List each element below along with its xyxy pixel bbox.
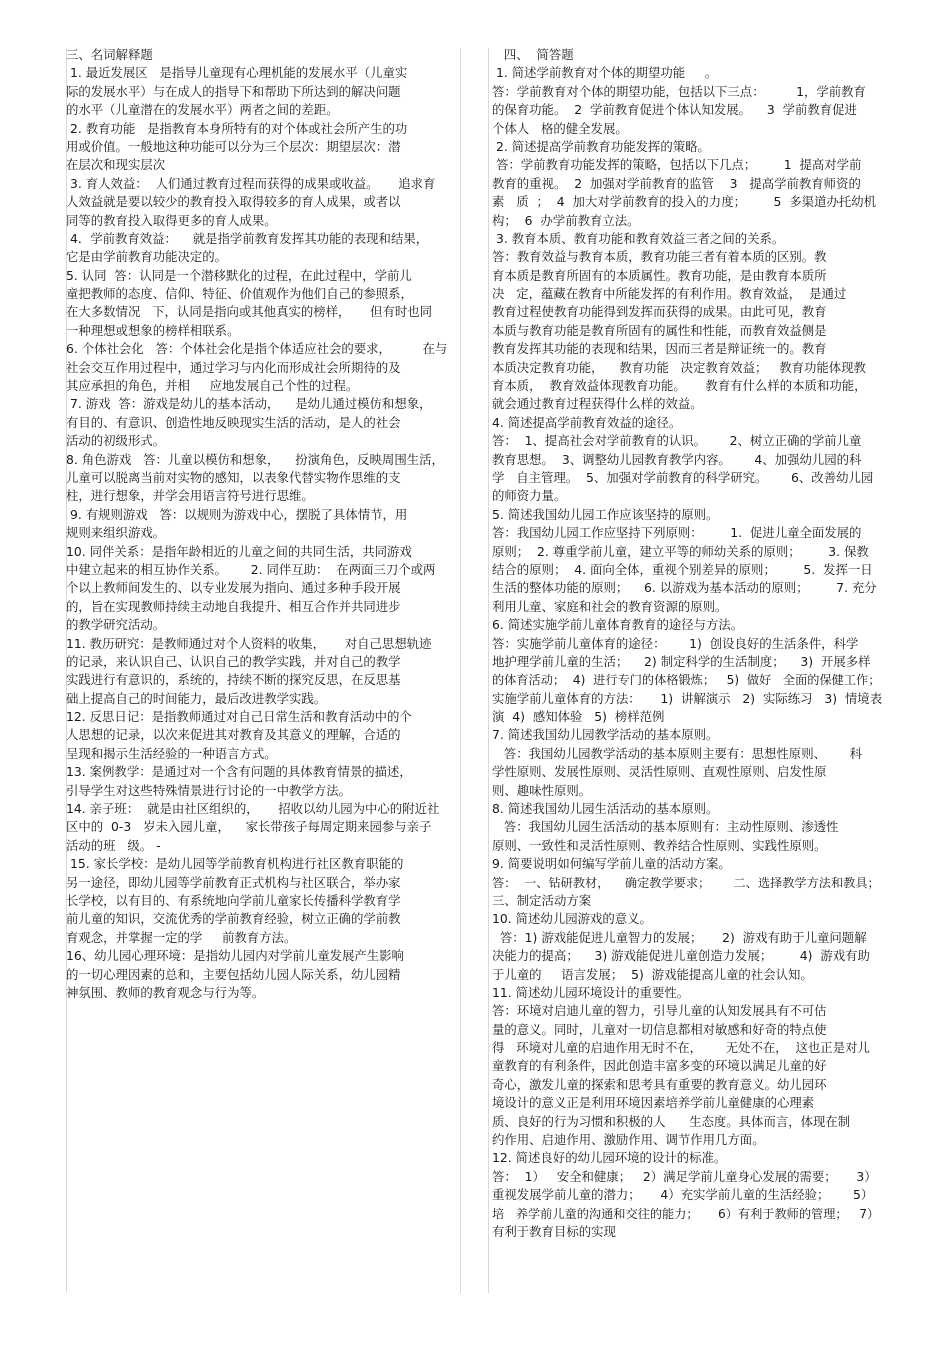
text-line: 得 环境对儿童的启迪作用无时不在， 无处不在， 这也正是对儿	[492, 1040, 870, 1056]
text-line: 教育思想。 3、调整幼儿园教育教学内容。 4、加强幼儿园的科	[492, 451, 862, 467]
text-line: 4. 简述提高学前教育效益的途径。	[492, 414, 682, 430]
text-line: 在层次和现实层次	[66, 157, 166, 173]
text-line: 呈现和揭示生活经验的一种语言方式。	[66, 745, 277, 761]
text-line: 原则； 2. 尊重学前儿童，建立平等的师幼关系的原则； 3. 保教	[492, 543, 869, 559]
left-column-noun-explanations	[66, 46, 458, 1002]
text-line: 就会通过教育过程获得什么样的效益。	[492, 396, 703, 412]
right-column-short-answers	[492, 46, 884, 1241]
text-line: 13. 案例教学：是通过对一个含有问题的具体教育情景的描述，	[66, 764, 412, 780]
text-line: 人思想的记录，以次来促进其对教育及其意义的理解，合适的	[66, 727, 401, 743]
text-line: 础上提高自己的时间能力，最后改进教学实践。	[66, 690, 327, 706]
text-line: 同等的教育投入取得更多的育人成果。	[66, 212, 277, 228]
text-line: 社会交互作用过程中，通过学习与内化而形成社会所期待的及	[66, 359, 401, 375]
text-line: 3. 教育本质、教育功能和教育效益三者之间的关系。	[492, 230, 785, 246]
text-line: 引导学生对这些特殊情景进行讨论的一中教学方法。	[66, 782, 351, 798]
text-line: 另一途径，即幼儿园等学前教育正式机构与社区联合，举办家	[66, 874, 401, 890]
text-line: 答：学前教育功能发挥的策略，包括以下几点； 1 提高对学前	[492, 157, 862, 173]
text-line: 14. 亲子班： 就是由社区组织的， 招收以幼儿园为中心的附近社	[66, 801, 440, 817]
text-line: 活动的班 级。 -	[66, 837, 161, 853]
text-line: 原则、一致性和灵活性原则、教养结合性原则、实践性原则。	[492, 837, 827, 853]
text-line: 答：我国幼儿园工作应坚持下列原则： 1. 促进儿童全面发展的	[492, 525, 862, 541]
text-line: 7. 简述我国幼儿园教学活动的基本原则。	[492, 727, 719, 743]
column-rule-middle	[460, 48, 461, 1293]
text-line: 的师资力量。	[492, 488, 567, 504]
text-line: 的记录，来认识自己、认识自己的教学实践，并对自己的教学	[66, 653, 401, 669]
text-line: 答：教育效益与教育本质，教育功能三者有着本质的区别。教	[492, 249, 827, 265]
text-line: 教育过程使教育功能得到发挥而获得的成果。由此可见，教育	[492, 304, 827, 320]
text-line: 量的意义。同时，儿童对一切信息都相对敏感和好奇的特点使	[492, 1021, 827, 1037]
text-line: 前儿童的知识，交流优秀的学前教育经验，树立正确的学前教	[66, 911, 401, 927]
text-line: 3. 育人效益： 人们通过教育过程而获得的成果或收益。 追求育	[66, 175, 436, 191]
text-line: 答：我国幼儿园生活活动的基本原则有：主动性原则、渗透性	[492, 819, 839, 835]
text-line: 本质决定教育功能， 教育功能 决定教育效益； 教育功能体现教	[492, 359, 866, 375]
text-line: 其应承担的角色，并相 应地发展自己个性的过程。	[66, 378, 359, 394]
text-line: 学 自主管理。 5、加强对学前教育的科学研究。 6、改善幼儿园	[492, 469, 874, 485]
text-line: 三、制定活动方案	[492, 892, 592, 908]
text-line: 4．学前教育效益： 就是指学前教育发挥其功能的表现和结果，	[66, 230, 429, 246]
text-line: 学性原则、发展性原则、灵活性原则、直观性原则、启发性原	[492, 764, 827, 780]
text-line: 11. 教历研究：是教师通过对个人资料的收集， 对自己思想轨迹	[66, 635, 432, 651]
text-line: 答： 一、钻研教材， 确定教学要求； 二、选择教学方法和教具；	[492, 875, 880, 890]
text-line: 5. 认同 答：认同是一个潜移默化的过程，在此过程中，学前儿	[66, 267, 412, 283]
text-line: 奇心，激发儿童的探索和思考具有重要的教育意义。幼儿园环	[492, 1076, 827, 1092]
text-line: 有目的、有意识、创造性地反映现实生活的活动，是人的社会	[66, 414, 401, 430]
text-line: 答：环境对启迪儿童的智力，引导儿童的认知发展具有不可估	[492, 1003, 827, 1019]
text-line: 利用儿童、家庭和社会的教育资源的原则。	[492, 598, 728, 614]
text-line: 育观念，并掌握一定的学 前教育方法。	[66, 929, 297, 945]
text-line: 1. 简述学前教育对个体的期望功能 。	[492, 65, 718, 81]
text-line: 生活的整体功能的原则； 6. 以游戏为基本活动的原则； 7. 充分	[492, 580, 877, 596]
text-line: 个以上教师间发生的、以专业发展为指向、通过多种手段开展	[66, 580, 401, 596]
text-line: 培 养学前儿童的沟通和交往的能力； 6）有利于教师的管理； 7）	[492, 1206, 880, 1221]
text-line: 9. 简要说明如何编写学前儿童的活动方案。	[492, 856, 731, 872]
text-line: 11. 简述幼儿园环境设计的重要性。	[492, 984, 690, 1000]
text-line: 答：1) 游戏能促进儿童智力的发展； 2) 游戏有助于儿童问题解	[492, 929, 867, 945]
text-line: 的，旨在实现教师持续主动地自我提升、相互合作并共同进步	[66, 598, 401, 614]
text-line: 6. 简述实施学前儿童体育教育的途径与方法。	[492, 617, 744, 633]
text-line: 答： 1） 安全和健康； 2）满足学前儿童身心发展的需要； 3）	[492, 1168, 877, 1184]
text-line: 12. 反思日记：是指教师通过对自己日常生活和教育活动中的个	[66, 709, 412, 725]
text-line: 2. 教育功能 是指教育本身所特有的对个体或社会所产生的功	[66, 120, 408, 136]
text-line: 15. 家长学校：是幼儿园等学前教育机构进行社区教育职能的	[66, 856, 404, 872]
text-line: 的一切心理因素的总和，主要包括幼儿园人际关系，幼儿园精	[66, 966, 401, 982]
text-line: 人效益就是要以较少的教育投入取得较多的育人成果，或者以	[66, 194, 401, 210]
text-line: 地护理学前儿童的生活； 2) 制定科学的生活制度； 3) 开展多样	[492, 653, 871, 669]
text-line: 区中的 0-3 岁未入园儿童， 家长带孩子每周定期来园参与亲子	[66, 819, 432, 835]
text-line: 6. 个体社会化 答：个体社会化是指个体适应社会的要求， 在与	[66, 341, 448, 357]
text-line: 9. 有规则游戏 答：以规则为游戏中心，摆脱了具体情节，用	[66, 506, 408, 522]
text-line: 在大多数情况 下，认同是指向或其他真实的榜样， 但有时也同	[66, 304, 433, 320]
text-line: 活动的初级形式。	[66, 433, 166, 449]
text-line: 构； 6 办学前教育立法。	[492, 212, 640, 228]
text-line: 三、名词解释题	[66, 47, 153, 62]
text-line: 的水平（儿童潜在的发展水平）两者之间的差距。	[66, 102, 339, 118]
text-line: 儿童可以脱离当前对实物的感知，以表象代替实物作思维的支	[66, 469, 401, 485]
text-line: 柱，进行想象，并学会用语言符号进行思维。	[66, 488, 314, 504]
text-line: 素 质 ； 4 加大对学前教育的投入的力度； 5 多渠道办托幼机	[492, 194, 877, 210]
text-line: 它是由学前教育功能决定的。	[66, 249, 228, 265]
column-rule-right	[488, 48, 489, 1293]
text-line: 决能力的提高； 3) 游戏能促进儿童创造力发展； 4) 游戏有助	[492, 948, 870, 964]
text-line: 的保育功能。 2 学前教育促进个体认知发展。 3 学前教育促进	[492, 102, 857, 118]
text-line: 教育发挥其功能的表现和结果，因而三者是辩证统一的。教育	[492, 341, 827, 357]
text-line: 中建立起来的相互协作关系。 2. 同伴互助： 在两面三刀个或两	[66, 561, 436, 577]
text-line: 5. 简述我国幼儿园工作应该坚持的原则。	[492, 506, 719, 522]
text-line: 决 定，蕴藏在教育中所能发挥的有利作用。教育效益， 是通过	[492, 286, 847, 302]
text-line: 16、幼儿园心理环境：是指幼儿园内对学前儿童发展产生影响	[66, 948, 404, 964]
text-line: 育本质， 教育效益体现教育功能。 教育有什么样的本质和功能，	[492, 378, 867, 394]
text-line: 规则来组织游戏。	[66, 525, 166, 541]
text-line: 答：实施学前儿童体育的途径： 1) 创设良好的生活条件，科学	[492, 635, 859, 651]
text-line: 教育的重视。 2 加强对学前教育的监管 3 提高学前教育师资的	[492, 175, 861, 191]
text-line: 实施学前儿童体育的方法： 1) 讲解演示 2) 实际练习 3) 情境表	[492, 690, 883, 706]
text-line: 的教学研究活动。	[66, 617, 166, 633]
text-line: 10. 同伴关系：是指年龄相近的儿童之间的共同生活，共同游戏	[66, 543, 412, 559]
text-line: 答：我国幼儿园教学活动的基本原则主要有：思想性原则、 科	[492, 745, 862, 761]
text-line: 有利于教育目标的实现	[492, 1224, 616, 1239]
text-line: 一种理想或想象的榜样相联系。	[66, 322, 240, 338]
text-line: 童教育的有利条件，因此创造丰富多变的环境以满足儿童的好	[492, 1058, 827, 1074]
text-line: 1. 最近发展区 是指导儿童现有心理机能的发展水平（儿童实	[66, 65, 408, 81]
text-line: 答： 1、提高社会对学前教育的认识。 2、树立正确的学前儿童	[492, 433, 862, 449]
text-line: 实践进行有意识的，系统的，持续不断的探究反思，在反思基	[66, 672, 401, 688]
text-line: 结合的原则； 4. 面向全体，重视个别差异的原则； 5. 发挥一日	[492, 561, 873, 577]
text-line: 答：学前教育对个体的期望功能，包括以下三点： 1，学前教育	[492, 83, 866, 99]
text-line: 育本质是教育所固有的本质属性。教育功能，是由教育本质所	[492, 267, 827, 283]
text-line: 12. 简述良好的幼儿园环境的设计的标准。	[492, 1150, 727, 1166]
text-line: 2. 简述提高学前教育功能发挥的策略。	[492, 138, 710, 154]
text-line: 四、 简答题	[492, 47, 574, 62]
text-line: 10. 简述幼儿园游戏的意义。	[492, 911, 652, 927]
text-line: 境设计的意义正是利用环境因素培养学前儿童健康的心理素	[492, 1095, 815, 1111]
text-line: 8. 简述我国幼儿园生活活动的基本原则。	[492, 801, 719, 817]
text-line: 约作用、启迪作用、激励作用、调节作用几方面。	[492, 1132, 765, 1148]
text-line: 重视发展学前儿童的潜力； 4）充实学前儿童的生活经验； 5）	[492, 1187, 874, 1203]
text-line: 质、良好的行为习惯和积极的人 生态度。具体而言，体现在制	[492, 1113, 851, 1129]
text-line: 8. 角色游戏 答：儿童以模仿和想象， 扮演角色，反映周围生活，	[66, 451, 444, 467]
text-line: 神氛围、教师的教育观念与行为等。	[66, 984, 265, 1000]
text-line: 童把教师的态度、信仰、特征、价值观作为他们自己的参照系，	[66, 286, 413, 302]
text-line: 则、趣味性原则。	[492, 782, 592, 798]
text-line: 于儿童的 语言发展； 5) 游戏能提高儿童的社会认知。	[492, 966, 813, 982]
text-line: 长学校，以有目的、有系统地向学前儿童家长传播科学教育学	[66, 892, 401, 908]
text-line: 用或价值。一般地这种功能可以分为三个层次：期望层次：潜	[66, 138, 401, 154]
text-line: 个体人 格的健全发展。	[492, 120, 628, 136]
text-line: 演 4) 感知体验 5) 榜样范例	[492, 709, 665, 725]
text-line: 的体育活动； 4) 进行专门的体格锻炼； 5) 做好 全面的保健工作；	[492, 673, 881, 688]
text-line: 本质与教育功能是教育所固有的属性和性能，而教育效益侧是	[492, 322, 827, 338]
text-line: 际的发展水平）与在成人的指导下和帮助下所达到的解决问题	[66, 83, 401, 99]
text-line: 7. 游戏 答：游戏是幼儿的基本活动， 是幼儿通过模仿和想象，	[66, 396, 432, 412]
